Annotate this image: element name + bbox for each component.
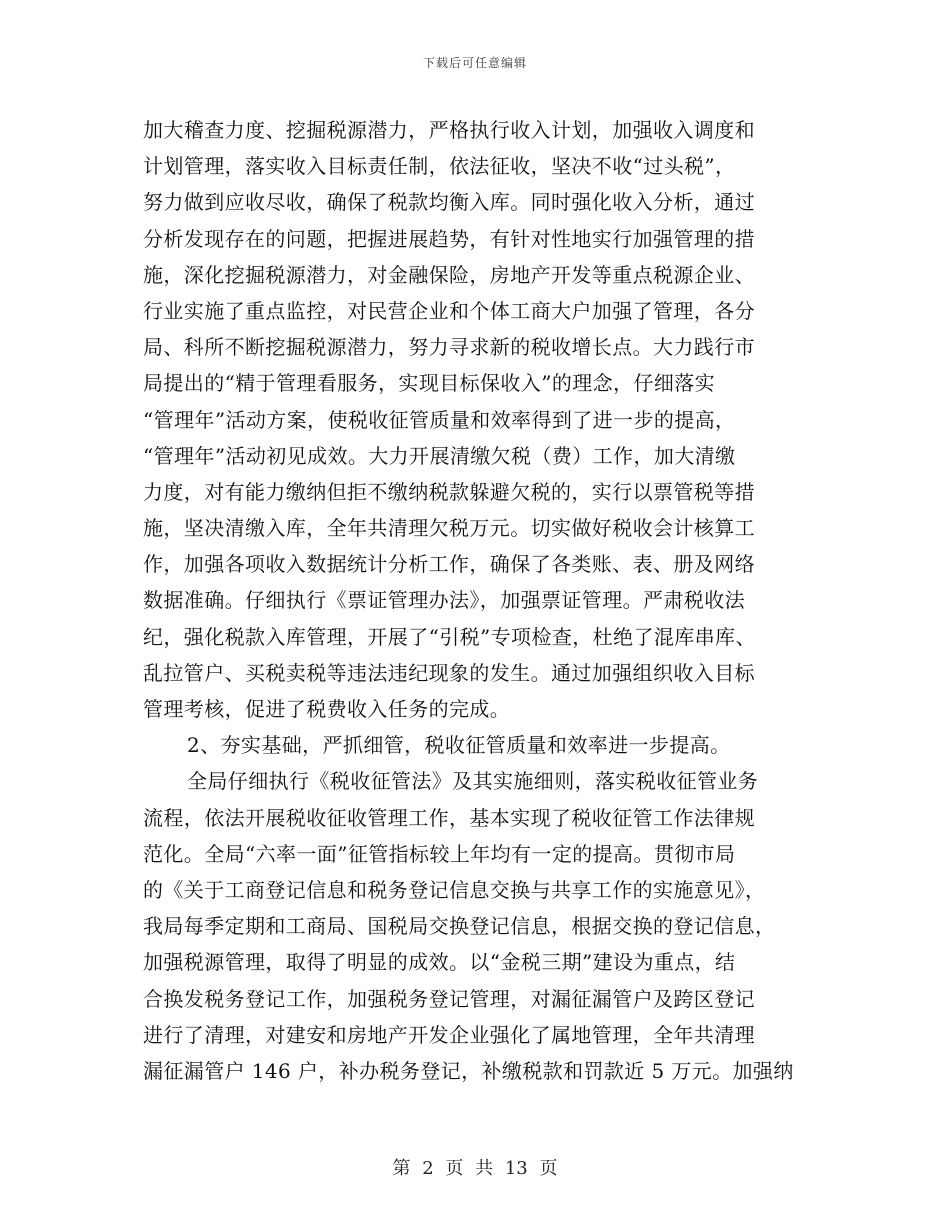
text-line: 计划管理，落实收入目标责任制，依法征收，坚决不收“过头税”，	[143, 154, 736, 179]
section-heading: 2、夯实基础，严抓细管，税收征管质量和效率进一步提高。	[187, 733, 731, 758]
text-line: 局提出的“精于管理看服务，实现目标保收入”的理念，仔细落实	[143, 371, 716, 396]
text-line: 乱拉管户、买税卖税等违法违纪现象的发生。通过加强组织收入目标	[143, 660, 755, 685]
text-line: 管理考核，促进了税费收入任务的完成。	[143, 697, 511, 721]
text-line: “管理年”活动初见成效。大力开展清缴欠税（费）工作，加大清缴	[143, 443, 736, 468]
text-line: 努力做到应收尽收，确保了税款均衡入库。同时强化收入分析，通过	[143, 190, 755, 215]
text-line: 施，坚决清缴入库，全年共清理欠税万元。切实做好税收会计核算工	[143, 516, 755, 541]
text-line: 作，加强各项收入数据统计分析工作，确保了各类账、表、册及网络	[143, 552, 755, 577]
text-line: 全局仔细执行《税收征管法》及其实施细则，落实税收征管业务	[187, 769, 759, 794]
text-line: 我局每季定期和工商局、国税局交换登记信息，根据交换的登记信息，	[143, 914, 776, 939]
document-body	[143, 112, 823, 1089]
text-line: 力度，对有能力缴纳但拒不缴纳税款躲避欠税的，实行以票管税等措	[143, 479, 755, 504]
text-line: 局、科所不断挖掘税源潜力，努力寻求新的税收增长点。大力践行市	[143, 335, 755, 360]
text-line: 合换发税务登记工作，加强税务登记管理，对漏征漏管户及跨区登记	[143, 986, 755, 1011]
text-line: 进行了清理，对建安和房地产开发企业强化了属地管理，全年共清理	[143, 1022, 755, 1047]
text-line: 分析发现存在的问题，把握进展趋势，有针对性地实行加强管理的措	[143, 226, 755, 251]
text-line: 范化。全局“六率一面”征管指标较上年均有一定的提高。贯彻市局	[143, 841, 736, 866]
text-line: 施，深化挖掘税源潜力，对金融保险，房地产开发等重点税源企业、	[143, 262, 755, 287]
text-line: 漏征漏管户 146 户，补办税务登记，补缴税款和罚款近 5 万元。加强纳	[143, 1058, 794, 1083]
page-header: 下载后可任意编辑	[422, 56, 527, 70]
text-line: 加大稽查力度、挖掘税源潜力，严格执行收入计划，加强收入调度和	[143, 118, 755, 142]
text-line: 流程，依法开展税收征收管理工作，基本实现了税收征管工作法律规	[143, 805, 755, 830]
page-number: 第 2 页 共 13 页	[392, 1158, 558, 1179]
text-line: 数据准确。仔细执行《票证管理办法》，加强票证管理。严肃税收法	[143, 588, 745, 613]
text-line: “管理年”活动方案，使税收征管质量和效率得到了进一步的提高，	[143, 407, 736, 432]
text-line: 加强税源管理，取得了明显的成效。以“金税三期”建设为重点，结	[143, 950, 736, 975]
text-line: 行业实施了重点监控，对民营企业和个体工商大户加强了管理，各分	[143, 298, 755, 323]
text-line: 的《关于工商登记信息和税务登记信息交换与共享工作的实施意见》，	[143, 877, 766, 902]
text-line: 纪，强化税款入库管理，开展了“引税”专项检查，杜绝了混库串库、	[143, 624, 756, 649]
